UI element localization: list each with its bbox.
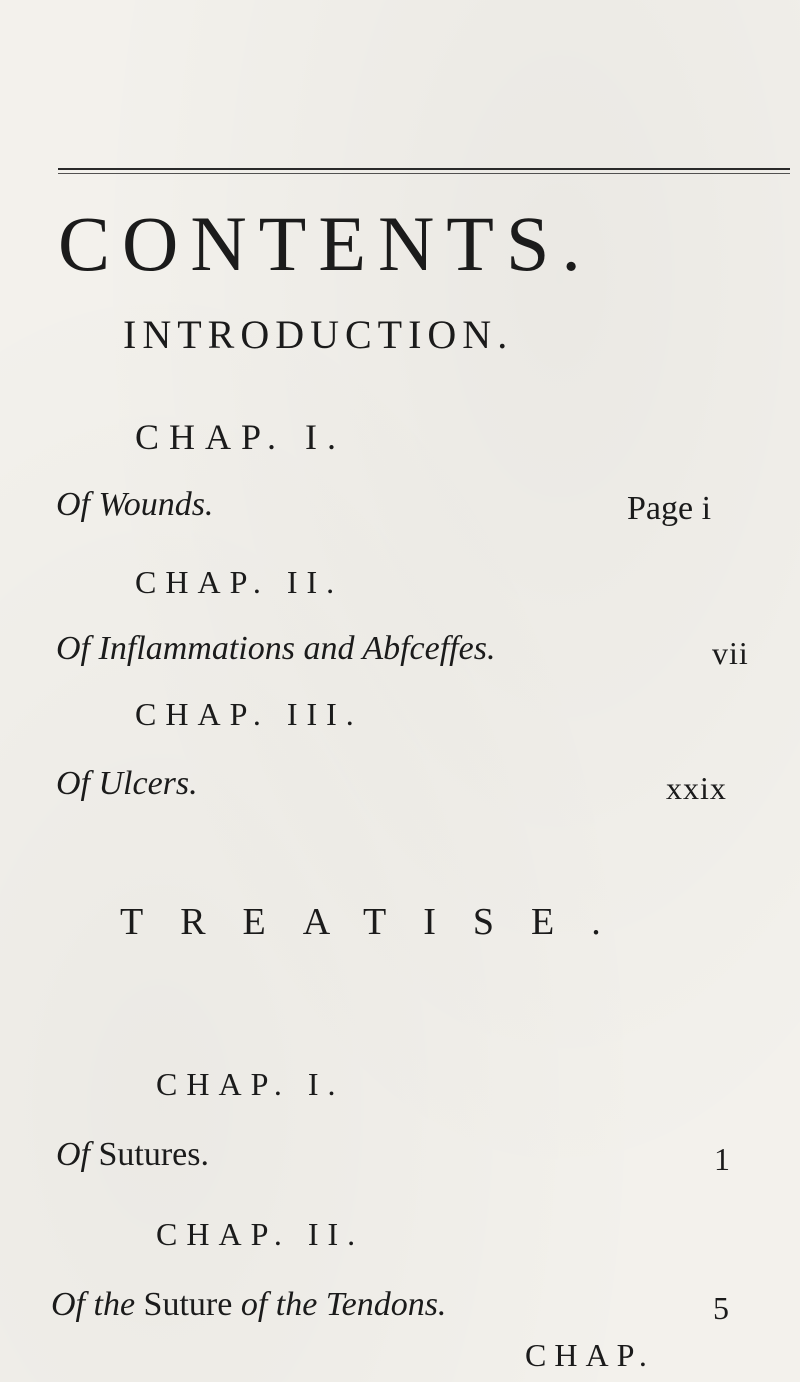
treatise-chapter-2-title-main: Suture (143, 1286, 233, 1323)
header-rule-thin (58, 173, 790, 174)
catchword: CHAP. (525, 1337, 655, 1373)
treatise-heading: TREATISE. (120, 901, 638, 943)
treatise-chapter-2-heading: CHAP. II. (156, 1216, 365, 1252)
intro-chapter-2-page: vii (712, 635, 749, 671)
intro-chapter-3-heading: CHAP. III. (135, 696, 363, 732)
treatise-chapter-1-title-main: Sutures. (98, 1136, 209, 1173)
header-rule (58, 168, 790, 170)
intro-chapter-1-page: Page i (627, 490, 712, 527)
intro-chapter-3-title: Of Ulcers. (56, 765, 198, 802)
treatise-chapter-1-title (56, 1138, 209, 1172)
intro-chapter-1-title: Of Wounds. (56, 486, 214, 523)
treatise-chapter-1-heading: CHAP. I. (156, 1066, 345, 1102)
treatise-chapter-2-title (51, 1288, 446, 1322)
intro-chapter-2-heading: CHAP. II. (135, 564, 344, 600)
intro-chapter-2-title: Of Inflammations and Abfceffes. (56, 630, 496, 667)
intro-chapter-1-heading: CHAP. I. (135, 417, 347, 457)
treatise-chapter-2-title-suffix: of the Tendons. (240, 1286, 447, 1323)
intro-chapter-3-page: xxix (666, 770, 727, 806)
treatise-chapter-2-title-prefix: Of the (51, 1286, 136, 1323)
treatise-chapter-2-page: 5 (713, 1290, 729, 1326)
introduction-heading: INTRODUCTION. (123, 312, 514, 357)
page-title: CONTENTS. (58, 200, 593, 287)
treatise-chapter-1-page: 1 (714, 1141, 730, 1177)
treatise-chapter-1-title-prefix: Of (56, 1136, 90, 1173)
